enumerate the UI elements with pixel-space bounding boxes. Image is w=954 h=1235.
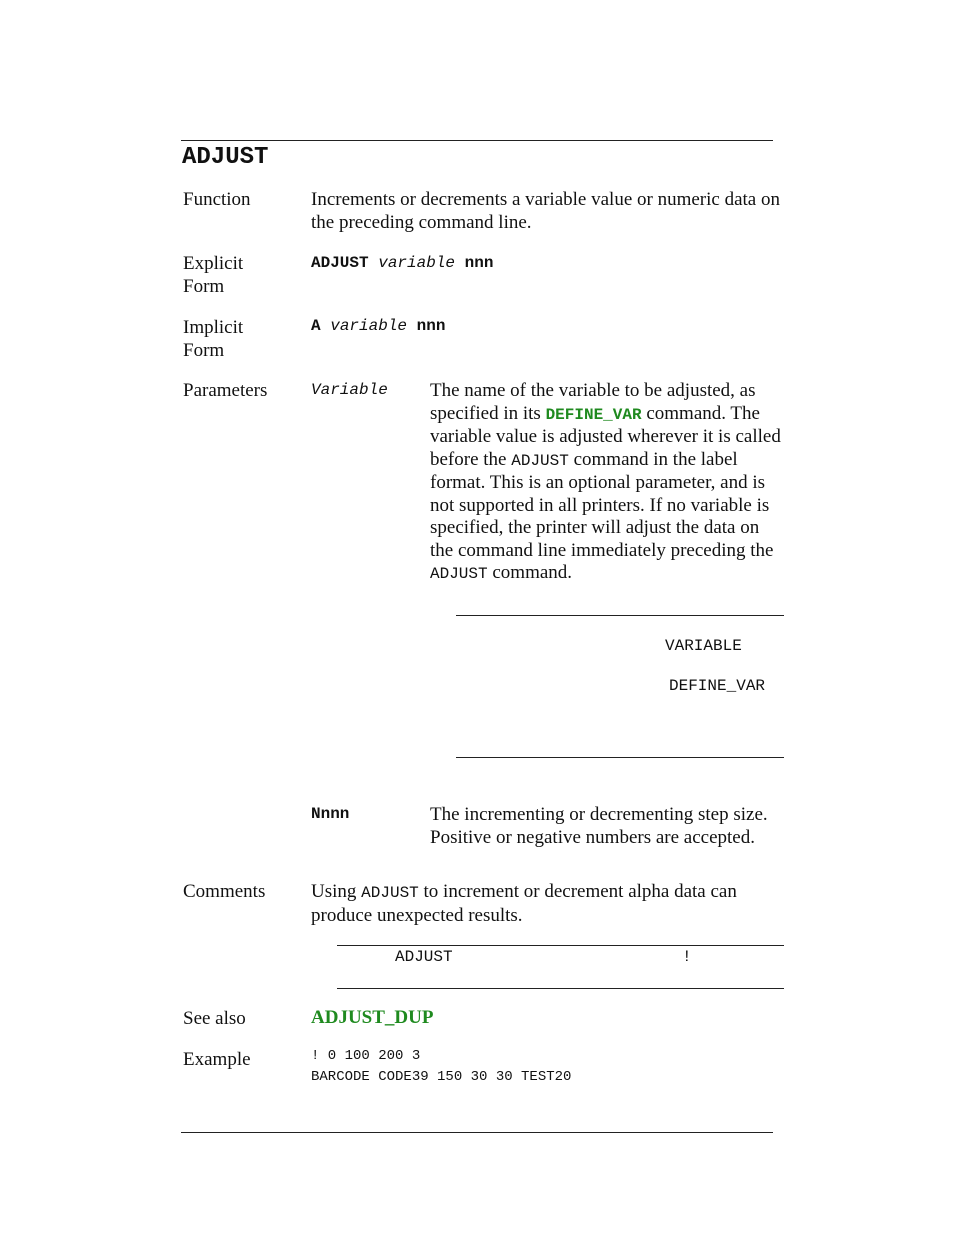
param-variable-name: Variable — [311, 381, 388, 399]
param-variable-description — [430, 380, 782, 586]
implicit-form-label — [183, 317, 243, 362]
variable-note-line2: DEFINE_VAR — [669, 677, 766, 695]
implicit-label-line1: Implicit — [183, 317, 244, 338]
explicit-label-line2: Form — [183, 275, 225, 297]
adjust-dup-link[interactable]: ADJUST_DUP — [311, 1007, 434, 1028]
example-line-1: ! 0 100 200 3 — [311, 1048, 421, 1064]
example-code-block — [311, 1046, 571, 1088]
param-nnnn-description: The incrementing or decrementing step size. Positive or negative numbers are accepted. — [430, 804, 768, 848]
define-var-link[interactable]: DEFINE_VAR — [545, 405, 642, 424]
param-variable-code-1: ADJUST — [511, 451, 569, 470]
comments-note-code: ADJUST — [395, 948, 453, 966]
see-also-label: See also — [183, 1008, 246, 1029]
explicit-variable: variable — [378, 254, 456, 272]
param-variable-text-4: command. — [487, 562, 573, 583]
param-variable-code-2: ADJUST — [430, 565, 488, 583]
comments-note-top-rule — [337, 945, 784, 946]
comments-note-mark: ! — [682, 948, 692, 966]
param-variable-text-2: command. The variable value is adjusted wherever it is called before the — [430, 402, 781, 470]
comments-text — [311, 881, 785, 927]
explicit-command: ADJUST — [311, 254, 369, 272]
top-rule — [181, 140, 773, 141]
comments-code: ADJUST — [361, 884, 419, 902]
page-title: ADJUST — [182, 144, 269, 171]
comments-label: Comments — [183, 881, 266, 902]
parameters-label: Parameters — [183, 380, 268, 401]
implicit-variable: variable — [330, 317, 408, 335]
implicit-command: A — [311, 317, 321, 335]
example-line-2: BARCODE CODE39 150 30 30 TEST20 — [311, 1069, 572, 1085]
explicit-nnn: nnn — [464, 254, 494, 272]
implicit-label-line2: Form — [183, 339, 225, 361]
bottom-rule — [181, 1132, 773, 1133]
comments-text-2: to increment or decrement alpha data can produce unexpected results. — [311, 881, 737, 926]
implicit-nnn: nnn — [416, 317, 446, 335]
comments-note-bottom-rule — [337, 988, 784, 989]
function-label: Function — [183, 189, 251, 210]
param-nnnn-name: Nnnn — [311, 805, 350, 823]
comments-text-1: Using — [311, 881, 362, 902]
implicit-form-syntax — [311, 317, 445, 335]
function-text: Increments or decrements a variable value or numeric data on the preceding command line. — [311, 189, 780, 233]
explicit-form-syntax — [311, 254, 493, 272]
param-variable-text-1: The name of the variable to be adjusted, as specified in its — [430, 380, 756, 424]
variable-note-line1: VARIABLE — [665, 637, 742, 655]
param-variable-text-3: command in the label format. This is an optional parameter, and is not supported in all printers. If no variable is specified, the printer will adjust the data on the command line immediately preceding the — [430, 448, 774, 561]
explicit-label-line1: Explicit — [183, 253, 244, 274]
variable-note-bottom-rule — [456, 757, 784, 758]
explicit-form-label — [183, 253, 243, 298]
variable-note-top-rule — [456, 615, 784, 616]
example-label: Example — [183, 1049, 251, 1070]
